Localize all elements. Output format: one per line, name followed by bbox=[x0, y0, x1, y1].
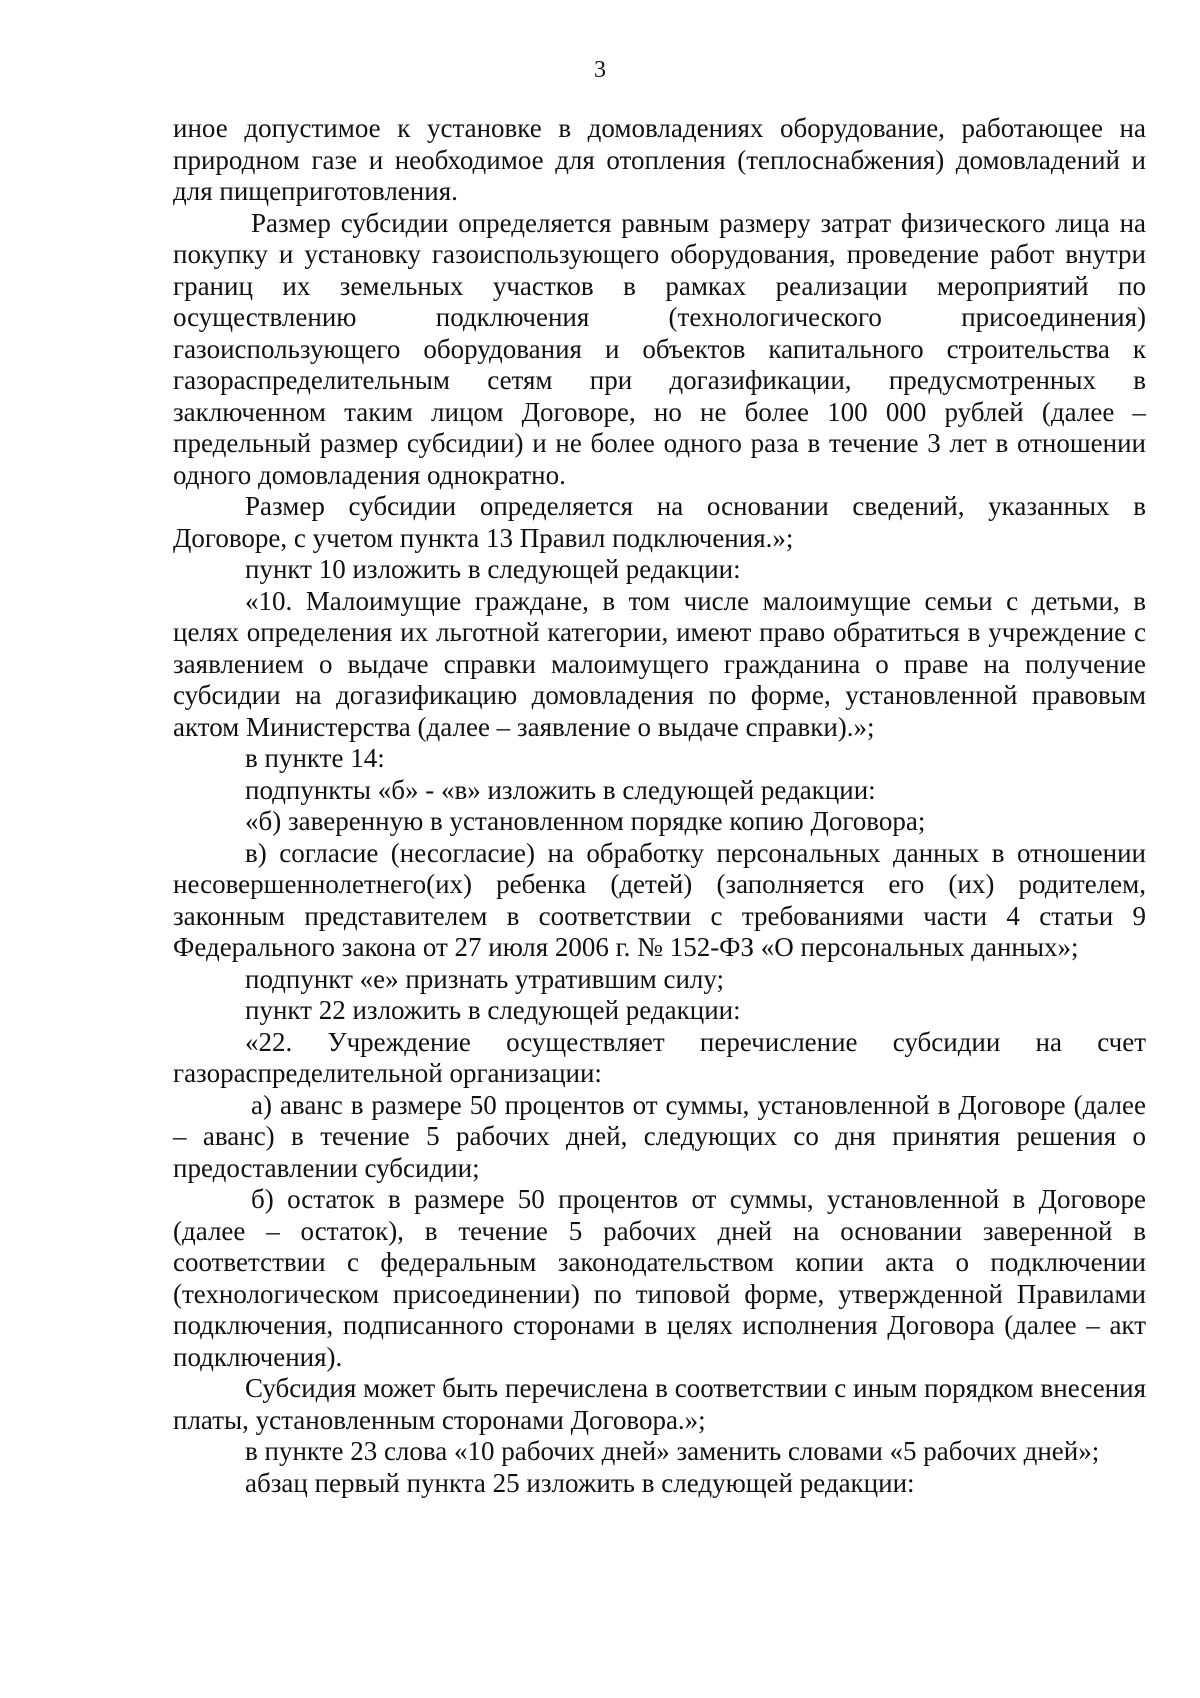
paragraph-subitem-b: «б) заверенную в установленном порядке копию Договора; bbox=[245, 806, 926, 836]
paragraph-item-23-change: в пункте 23 слова «10 рабочих дней» заменить словами «5 рабочих дней»; bbox=[245, 1436, 1100, 1466]
paragraph-subitems-b-v-intro: подпункты «б» - «в» изложить в следующей редакции: bbox=[245, 774, 876, 805]
paragraph-item-22-text: «22. Учреждение осуществляет перечисление субсидии на счет газораспределительной организации: bbox=[173, 1026, 1146, 1088]
paragraph-subitem-a-advance: а) аванс в размере 50 процентов от суммы, установленной в Договоре (далее – аванс) в течение 5 рабочих дней, следующих со дня принятия решения о предоставлении субсидии; bbox=[173, 1089, 1146, 1183]
paragraph-subitem-v: в) согласие (несогласие) на обработку персональных данных в отношении несовершеннолетнего(их) ребенка (детей) (заполняется его (их) родителем, законным представителем в соответствии с требованиями части 4 статьи 9 Федерального закона от 27 июля 2006 г. № 152-ФЗ «О персональных данных»; bbox=[173, 837, 1146, 962]
page-number: 3 bbox=[594, 57, 606, 83]
paragraph-subsidy-basis: Размер субсидии определяется на основании сведений, указанных в Договоре, с учетом пункта 13 Правил подключения.»; bbox=[173, 491, 1146, 553]
paragraph-subitem-b-remainder: б) остаток в размере 50 процентов от суммы, установленной в Договоре (далее – остаток), в течение 5 рабочих дней на основании заверенной в соответствии с федеральным законодательством копии акта о подключении (технологическом присоединении) по типовой форме, утвержденной Правилами подключения, подписанного сторонами в целях исполнения Договора (далее – акт подключения). bbox=[173, 1184, 1146, 1372]
paragraph-item-25-intro: абзац первый пункта 25 изложить в следующей редакции: bbox=[245, 1467, 915, 1498]
paragraph-item-14-intro: в пункте 14: bbox=[245, 743, 385, 773]
paragraph-item-10-intro: пункт 10 изложить в следующей редакции: bbox=[245, 554, 741, 584]
paragraph-item-22-intro: пункт 22 изложить в следующей редакции: bbox=[245, 995, 741, 1025]
paragraph-alternative-payment: Субсидия может быть перечислена в соответствии с иным порядком внесения платы, установленным сторонами Договора.»; bbox=[173, 1373, 1146, 1435]
paragraph-subsidy-amount: Размер субсидии определяется равным размеру затрат физического лица на покупку и установку газоиспользующего оборудования, проведение работ внутри границ их земельных участков в рамках реализации мероприятий по осуществлению подключения (технологического присоединения) газоиспользующего оборудования и объектов капитального строительства к газораспределительным сетям при догазификации, предусмотренных в заключенном таким лицом Договоре, но не более 100 000 рублей (далее – предельный размер субсидии) и не более одного раза в течение 3 лет в отношении одного домовладения однократно. bbox=[173, 207, 1146, 490]
paragraph-continuation-equipment: иное допустимое к установке в домовладениях оборудование, работающее на природном газе и необходимое для отопления (теплоснабжения) домовладений и для пищеприготовления. bbox=[173, 113, 1146, 206]
document-body bbox=[173, 113, 1146, 1499]
paragraph-subitem-e: подпункт «е» признать утратившим силу; bbox=[245, 963, 725, 994]
paragraph-item-10-text: «10. Малоимущие граждане, в том числе малоимущие семьи с детьми, в целях определения их льготной категории, имеют право обратиться в учреждение с заявлением о выдаче справки малоимущего гражданина о праве на получение субсидии на догазификацию домовладения по форме, установленной правовым актом Министерства (далее – заявление о выдаче справки).»; bbox=[173, 585, 1146, 742]
